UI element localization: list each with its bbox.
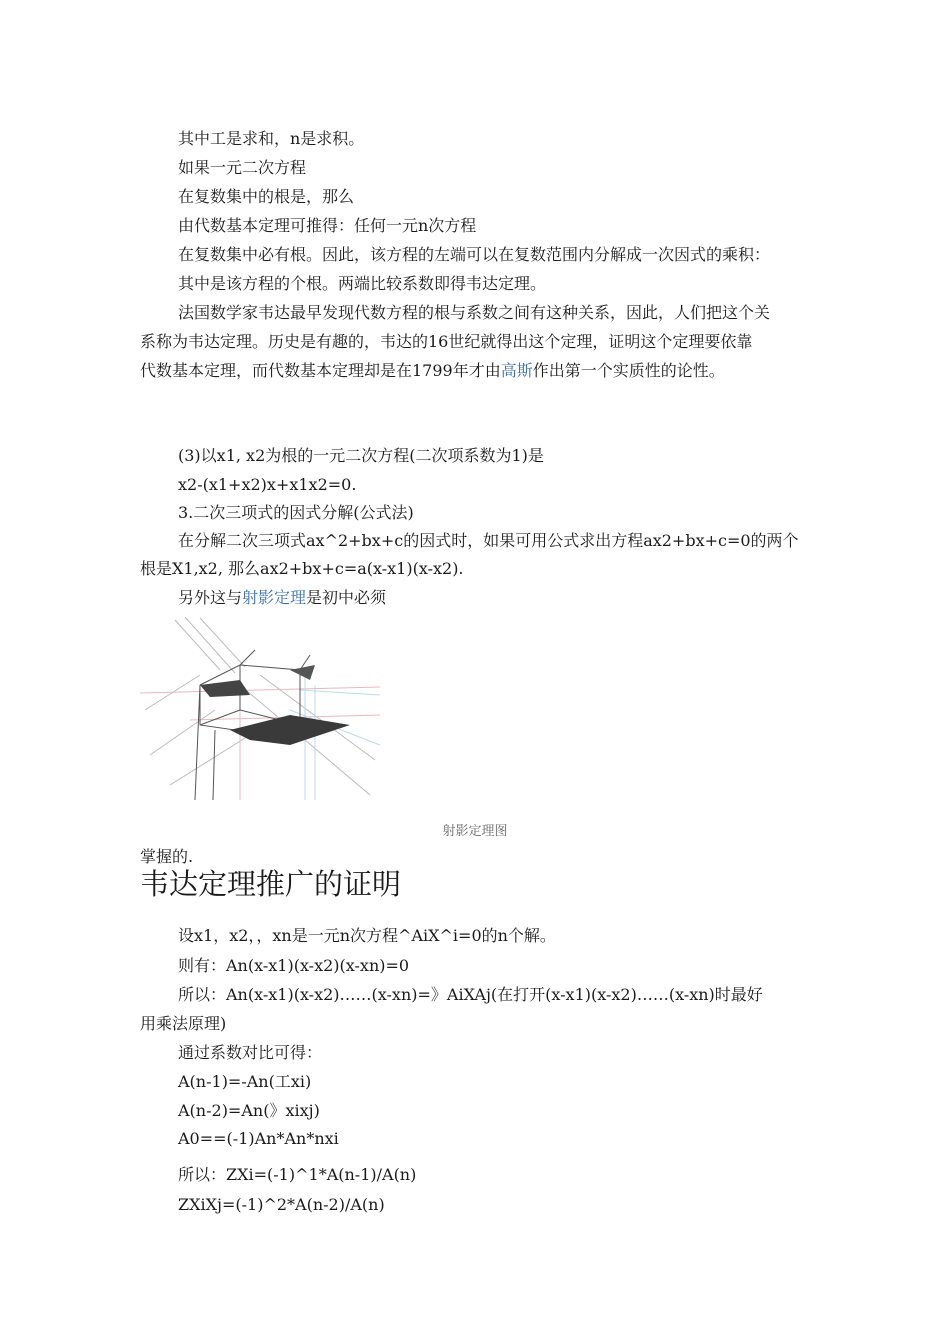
formula-line: A(n-2)=An(》xixj)	[178, 1101, 320, 1120]
text-line	[178, 587, 386, 609]
projection-theorem-figure	[140, 615, 380, 800]
paragraph-line: 根是X1,x2, 那么ax2+bx+c=a(x-x1)(x-x2).	[140, 559, 464, 578]
text-line: 设x1，x2，，xn是一元n次方程^AiX^i=0的n个解。	[178, 926, 556, 945]
figure-caption: 射影定理图	[442, 824, 508, 839]
text-run: 另外这与	[178, 588, 243, 607]
section-heading: 韦达定理推广的证明	[140, 867, 402, 901]
formula-line: 所以：ZXi=(-1)^1*A(n-1)/A(n)	[178, 1165, 417, 1184]
formula-line: A0==(-1)An*An*nxi	[178, 1129, 339, 1148]
text-line: 由代数基本定理可推得：任何一元n次方程	[178, 216, 477, 235]
projection-theorem-link[interactable]: 射影定理	[242, 588, 307, 607]
text-line: 其中工是求和，n是求积。	[178, 129, 365, 148]
text-run: 作出第一个实质性的论性。	[532, 361, 725, 380]
text-line: 3.二次三项式的因式分解(公式法)	[178, 503, 414, 522]
formula-line: A(n-1)=-An(工xi)	[178, 1072, 312, 1091]
gauss-link[interactable]: 高斯	[500, 361, 533, 380]
text-line: (3)以x1, x2为根的一元二次方程(二次项系数为1)是	[178, 446, 544, 465]
text-line: 则有：An(x-x1)(x-x2)(x-xn)=0	[178, 956, 410, 975]
text-line: 在复数集中必有根。因此，该方程的左端可以在复数范围内分解成一次因式的乘积：	[178, 245, 771, 264]
paragraph-line: 所以：An(x-x1)(x-x2)……(x-xn)=》AiXAj(在打开(x-x1)(x-x2)……(x-xn)时最好	[178, 985, 763, 1004]
text-run: 是初中必须	[306, 588, 387, 607]
text-line: 如果一元二次方程	[178, 158, 307, 177]
text-line: 在复数集中的根是，那么	[178, 187, 355, 206]
paragraph-line: 系称为韦达定理。历史是有趣的，韦达的16世纪就得出这个定理，证明这个定理要依靠	[140, 332, 753, 351]
paragraph-line: 法国数学家韦达最早发现代数方程的根与系数之间有这种关系，因此，人们把这个关	[178, 303, 771, 322]
text-line: 其中是该方程的个根。两端比较系数即得韦达定理。	[178, 274, 547, 293]
paragraph-line: 在分解二次三项式ax^2+bx+c的因式时，如果可用公式求出方程ax2+bx+c=0的两个	[178, 531, 799, 550]
paragraph-line	[140, 360, 725, 382]
text-line: 掌握的.	[140, 847, 194, 866]
formula-line: ZXiXj=(-1)^2*A(n-2)/A(n)	[178, 1195, 385, 1214]
paragraph-line: 用乘法原理)	[140, 1014, 227, 1033]
text-line: x2-(x1+x2)x+x1x2=0.	[178, 475, 357, 494]
text-run: 代数基本定理，而代数基本定理却是在1799年才由	[140, 361, 501, 380]
text-line: 通过系数对比可得：	[178, 1043, 323, 1062]
